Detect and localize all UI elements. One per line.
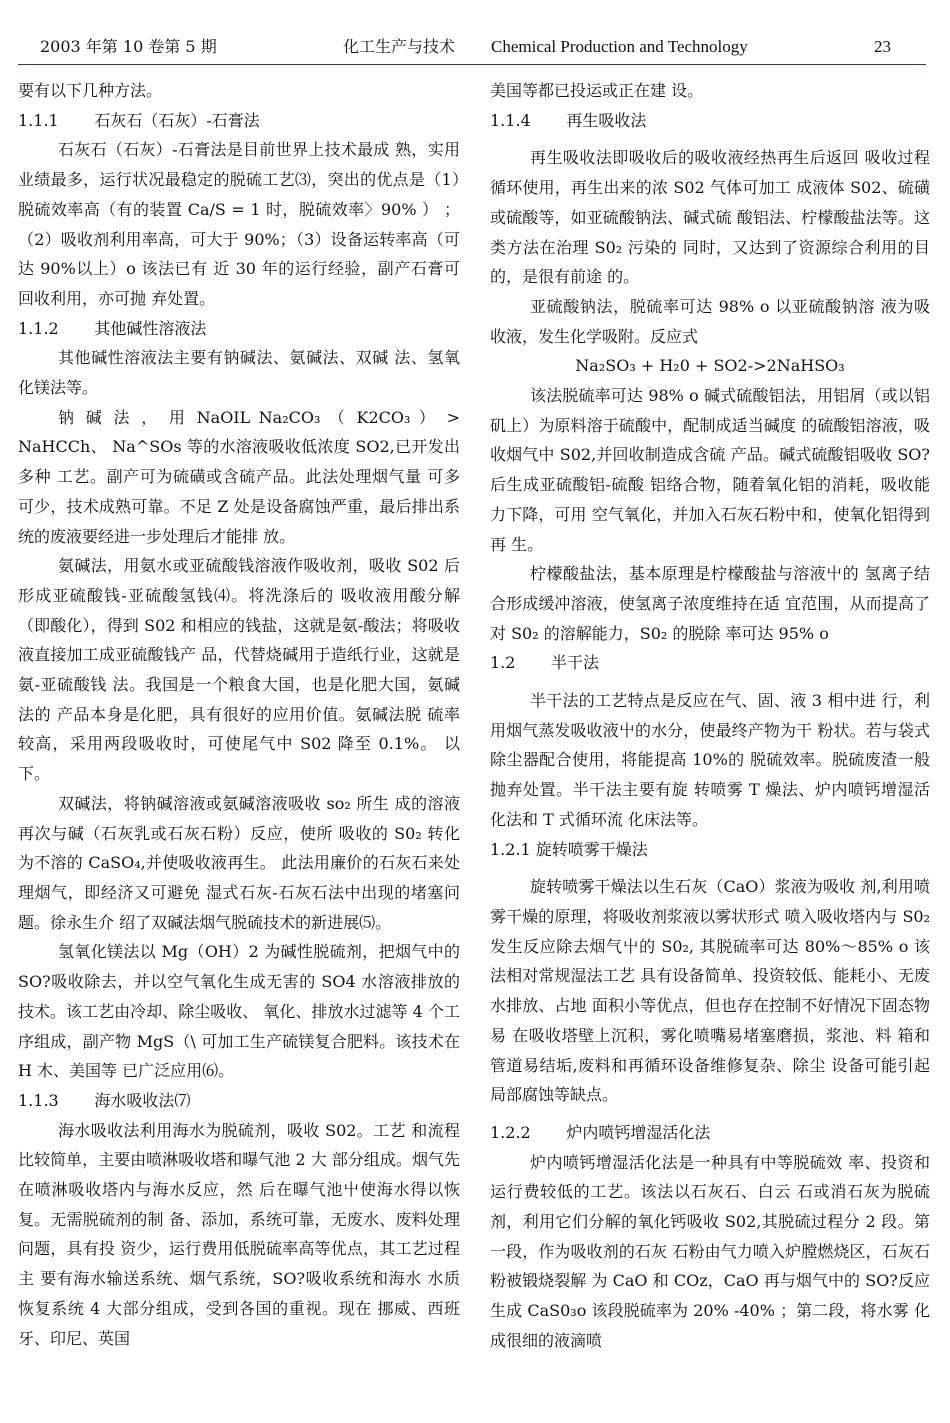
paragraph: 氢氧化镁法以 Mg（OH）2 为碱性脱硫剂，把烟气中的 SO?吸收除去，并以空气氧化生成无害的 SO4 水溶液排放的技术。该工艺由冷却、除尘吸收、 氧化、排放水过滤等 4 个工序组成，副产物 MgS（\ 可加工生产硫镁复合肥料。该技术在 H 木、美国等 已广泛应用⑹。 [18,942,460,1081]
left-column [18,76,460,1353]
paragraph: 海水吸收法利用海水为脱硫剂，吸收 S02。工艺 和流程比较简单，主要由喷淋吸收塔和曝气池 2 大 部分组成。烟气先在喷淋吸收塔内与海水反应，然 后在曝气池屮使海水得以恢复。无需脱硫剂的制 备、添加，系统可靠，无废水、废料处理问题，具有投 资少，运行费用低脱硫率高等优点，其工艺过程主 要有海水输送系统、烟气系统，SO?吸收系统和海水 水质恢复系统 4 大部分组成，受到各国的重视。现在 挪威、西班牙、印尼、英国 [18,1120,460,1348]
paragraph: 氨碱法，用氨水或亚硫酸钱溶液作吸收剂，吸收 S02 后形成亚硫酸钱-亚硫酸氢钱⑷。将洗涤后的 吸收液用酸分解（即酸化），得到 S02 和相应的钱盐，这就是氨-酸法；将吸收液直接加工成亚硫酸钱产 品，代替烧碱用于造纸行业，这就是氨-亚硫酸钱 法。我国是一个粮食大国，也是化肥大国，氨碱法的 产品本身是化肥，具有很好的应用价值。氨碱法脱 硫率较高，采用两段吸收时，可使尾气中 S02 降至 0.1%。 以下。 [18,556,460,784]
paragraph: 亚硫酸钠法，脱硫率可达 98% o 以亚硫酸钠溶 液为吸收液，发生化学吸附。反应式 [490,296,930,346]
section-heading: 1.2.1 旋转喷雾干燥法 [490,839,648,859]
equation: Na₂SO₃ + H₂0 + SO2->2NaHSO₃ [575,356,845,376]
spacer [490,864,930,872]
page-number: 23 [874,37,891,56]
journal-name-cn: 化工生产与技术 [343,37,456,56]
paragraph: 美国等都已投运或正在建 设。 [490,81,704,100]
paragraph: 炉内喷钙增湿活化法是一种具有中等脱硫效 率、投资和运行费较低的工艺。该法以石灰石、白云 石或消石灰为脱硫剂，利用它们分解的氧化钙吸收 S02,其脱硫过程分 2 段。第一段，作为吸收剂的石灰 石粉由气力喷入炉膛燃烧区，石灰石粉被锻烧裂解 为 CaO 和 COz，CaO 再与烟气中的 SO?反应生成 CaS0₃o 该段脱硫率为 20% -40% ；第二段，将水雾 化成很细的液滴喷 [490,1152,930,1350]
paragraph: 石灰石（石灰）-石膏法是目前世界上技术最成 熟，实用业绩最多，运行状况最稳定的脱硫工艺⑶，突出的优点是（1）脱硫效率高（有的装置 Ca/S = 1 时，脱硫效率〉90% ） ；（2）吸收剂利用率高，可大于 90%；（3）设备运转率高（可达 90%以上）o 该法已有 近 30 年的运行经验，副产石膏可回收利用，亦可抛 弃处置。 [18,140,460,308]
section-heading: 1.1.2 其他碱性溶液法 [18,318,207,338]
spacer [490,1110,930,1118]
section-heading: 1.1.4 再生吸收法 [490,110,647,130]
right-column [490,76,930,1356]
paragraph: 该法脱硫率可达 98% o 碱式硫酸铝法，用铝屑（或以铝矶上）为原料溶于硫酸中，配制成适当碱度 的硫酸铝溶液，吸收烟气中 S02,并回收制造成含硫 产品。碱式硫酸铝吸收 SO?后生成亚硫酸铝-硫酸 铝络合物，随着氧化铝的消耗，吸收能力下降，可用 空气氧化，并加入石灰石粉中和，使氧化铝得到再 生。 [490,386,930,554]
section-heading: 1.2 半干法 [490,653,600,673]
spacer [490,678,930,686]
journal-name-en: Chemical Production and Technology [491,37,748,56]
paragraph: 双碱法，将钠碱溶液或氨碱溶液吸收 so₂ 所生 成的溶液再次与碱（石灰乳或石灰石粉）反应，使所 吸收的 S0₂ 转化为不溶的 CaSO₄,并使吸收液再生。 此法用廉价的石灰石来处理烟气，即经济又可避免 湿式石灰-石灰石法中出现的堵塞问题。徐永生介 绍了双碱法烟气脱硫技术的新进展⑸。 [18,793,460,932]
paragraph: 钠 碱 法 ， 用 NaOIL Na₂CO₃ （ K2CO₃ ） > NaHCCh、 Na^SOs 等的水溶液吸收低浓度 SO2,已开发出多种 工艺。副产可为硫磺或含硫产品。此法处理烟气量 可多可少，技术成熟可靠。不足 Z 处是设备腐蚀严重，最后排出系统的废液要经进一步处理后才能排 放。 [18,407,460,546]
header-rule [18,64,926,65]
section-heading: 1.1.3 海水吸收法⑺ [18,1090,191,1110]
spacer [490,135,930,143]
paragraph: 半干法的工艺特点是反应在气、固、液 3 相中进 行，利用烟气蒸发吸收液屮的水分，使最终产物为干 粉状。若与袋式除尘器配合使用，将能提高 10%的 脱硫效率。脱硫废渣一般抛弃处置。半干法主要有旋 转喷雾 T 燥法、炉内喷钙增湿活化法和 T 式循环流 化床法等。 [490,691,930,829]
paragraph: 再生吸收法即吸收后的吸收液经热再生后返回 吸收过程循环使用，再生出来的浓 S02 气体可加工 成液体 S02、硫磺或硫酸等，如亚硫酸钠法、碱式硫 酸铝法、柠檬酸盐法等。这类方法在治理 S0₂ 污染的 同时，又达到了资源综合利用的目的，是很有前途 的。 [490,148,930,287]
paragraph: 要有以下几种方法。 [18,81,163,100]
paragraph: 其他碱性溶液法主要有钠碱法、氨碱法、双碱 法、氢氧化镁法等。 [18,348,460,398]
section-heading: 1.2.2 炉内喷钙增湿活化法 [490,1122,711,1142]
paragraph: 柠檬酸盐法，基本原理是柠檬酸盐与溶液屮的 氢离子结合形成缓冲溶液，使氢离子浓度维持在适 宜范围，从而提高了对 S0₂ 的溶解能力，S0₂ 的脱除 率可达 95% o [490,564,930,643]
issue-info: 2003 年第 10 卷第 5 期 [40,37,217,56]
paragraph: 旋转喷雾干燥法以生石灰（CaO）浆液为吸收 剂,利用喷雾干燥的原理，将吸收剂浆液以雾状形式 喷入吸收塔内与 S0₂ 发生反应除去烟气屮的 S0₂, 其脱硫率可达 80%〜85% o 该法相对常规湿法工艺 具有设备简单、投资较低、能耗小、无废水排放、占地 面积小等优点，但也存在控制不好情况下固态物易 在吸收塔壁上沉积，雾化喷嘴易堵塞磨损，浆池、料 箱和管道易结垢,废料和再循环设备维修复杂、除尘 设备可能引起局部腐蚀等缺点。 [490,877,930,1105]
running-header [0,34,950,62]
section-heading: 1.1.1 石灰石（石灰）-石膏法 [18,110,260,130]
